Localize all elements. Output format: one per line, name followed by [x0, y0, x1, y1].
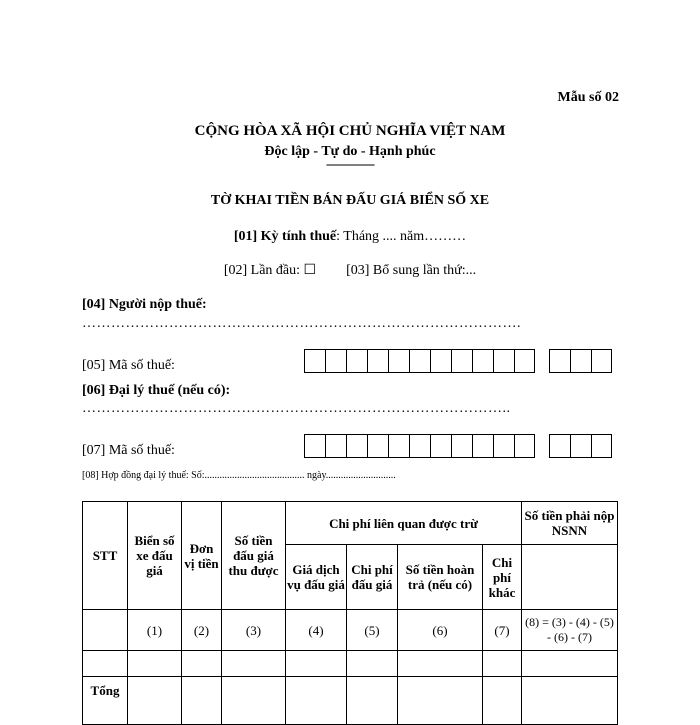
- col-number: (6): [398, 610, 483, 651]
- cell[interactable]: [522, 677, 618, 725]
- cell[interactable]: [222, 677, 286, 725]
- supplement-field[interactable]: [03] Bổ sung lần thứ:...: [346, 263, 477, 278]
- col-number: (5): [347, 610, 398, 651]
- tax-period-label: [01] Kỳ tính thuế: [233, 229, 337, 244]
- cell[interactable]: [182, 677, 222, 725]
- col-number: (3): [222, 610, 286, 651]
- agent-tax-code-suffix-boxes[interactable]: [549, 434, 612, 458]
- th-refund: Số tiền hoàn trả (nếu có): [398, 545, 483, 610]
- tax-period: [0, 229, 700, 245]
- cell[interactable]: [398, 677, 483, 725]
- agent-tax-code-label: [07] Mã số thuế:: [82, 443, 175, 458]
- cell[interactable]: [222, 651, 286, 677]
- cell[interactable]: [483, 651, 522, 677]
- cell[interactable]: [128, 651, 182, 677]
- cell[interactable]: [83, 651, 128, 677]
- th-deductible-costs: Chi phí liên quan được trừ: [286, 502, 522, 545]
- taxpayer-tax-code-suffix-boxes[interactable]: [549, 349, 612, 373]
- table-row: [83, 651, 618, 677]
- th-auction-cost: Chi phí đấu giá: [347, 545, 398, 610]
- cell[interactable]: [483, 677, 522, 725]
- cell[interactable]: [522, 651, 618, 677]
- taxpayer-label: [04] Người nộp thuế:: [82, 297, 207, 312]
- header-separator: ----------------: [326, 157, 374, 171]
- agent-name-field[interactable]: ……………………………………………………………………………..: [82, 401, 511, 416]
- col-number: (7): [483, 610, 522, 651]
- filing-type: [0, 262, 700, 279]
- col-number: (2): [182, 610, 222, 651]
- agent-contract-line[interactable]: [08] Hợp đồng đại lý thuế: Số:........................................ ngày............................: [82, 470, 396, 481]
- agent-tax-code-boxes[interactable]: [304, 434, 535, 458]
- cell[interactable]: [286, 651, 347, 677]
- th-stt: STT: [83, 502, 128, 610]
- th-service-fee: Giá dịch vụ đấu giá: [286, 545, 347, 610]
- cell[interactable]: [182, 651, 222, 677]
- declaration-table: [82, 501, 618, 725]
- cell[interactable]: [128, 677, 182, 725]
- taxpayer-tax-code-boxes[interactable]: [304, 349, 535, 373]
- cell[interactable]: [347, 677, 398, 725]
- form-code: Mẫu số 02: [557, 90, 619, 105]
- th-currency: Đơn vị tiền: [182, 502, 222, 610]
- th-payable: Số tiền phải nộp NSNN: [522, 502, 618, 545]
- taxpayer-tax-code-label: [05] Mã số thuế:: [82, 358, 175, 373]
- total-label: Tổng: [83, 677, 128, 725]
- tax-period-value: : Tháng .... năm………: [336, 229, 467, 244]
- col-number: (4): [286, 610, 347, 651]
- national-motto: Độc lập - Tự do - Hạnh phúc: [264, 144, 436, 159]
- total-row: [83, 677, 618, 725]
- cell[interactable]: [347, 651, 398, 677]
- th-auction-amount: Số tiền đấu giá thu được: [222, 502, 286, 610]
- cell[interactable]: [398, 651, 483, 677]
- cell[interactable]: [286, 677, 347, 725]
- document-title: TỜ KHAI TIỀN BÁN ĐẤU GIÁ BIỂN SỐ XE: [210, 193, 490, 208]
- th-other-costs: Chi phí khác: [483, 545, 522, 610]
- th-stt-blank: [83, 610, 128, 651]
- th-plate: Biển số xe đấu giá: [128, 502, 182, 610]
- taxpayer-name-field[interactable]: ……………………………………………………………………………….: [82, 316, 521, 331]
- first-time-checkbox[interactable]: [02] Lần đầu: ☐: [223, 263, 317, 278]
- col-number-formula: (8) = (3) - (4) - (5) - (6) - (7): [522, 610, 618, 651]
- th-payable-blank: [522, 545, 618, 610]
- col-number: (1): [128, 610, 182, 651]
- agent-label: [06] Đại lý thuế (nếu có):: [82, 383, 231, 398]
- national-title: CỘNG HÒA XÃ HỘI CHỦ NGHĨA VIỆT NAM: [194, 123, 506, 139]
